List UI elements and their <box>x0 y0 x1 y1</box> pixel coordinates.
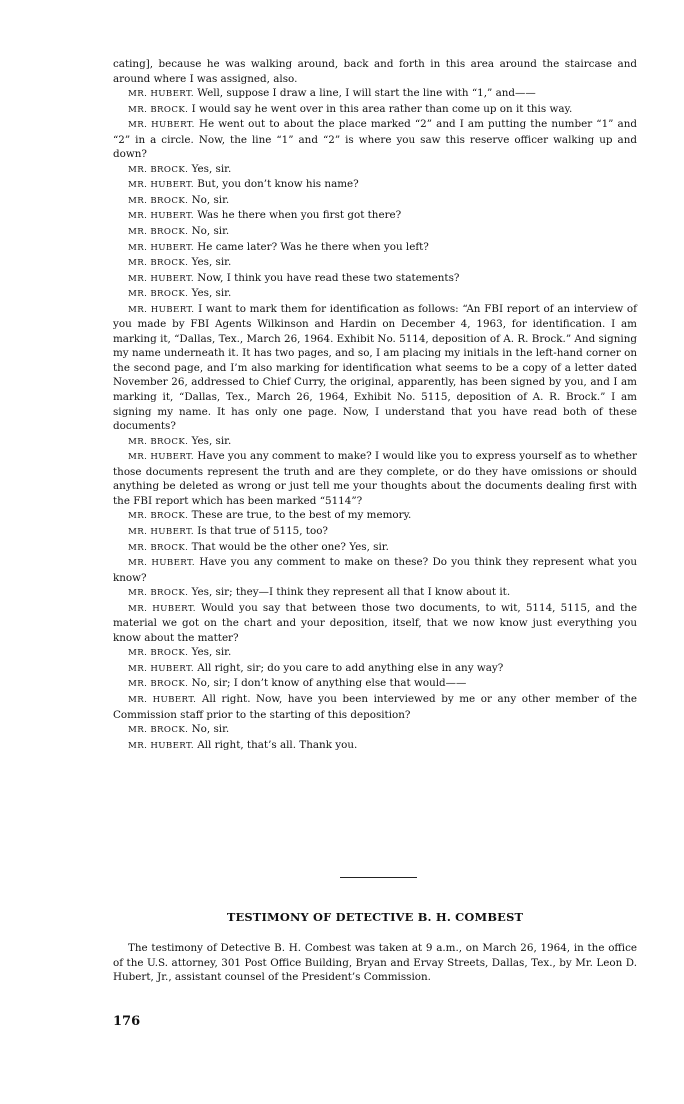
dialogue-text: These are true, to the best of my memory. <box>191 509 412 522</box>
dialogue-text: That would be the other one? Yes, sir. <box>191 540 389 553</box>
dialogue-list <box>113 86 637 753</box>
dialogue-line <box>113 286 637 302</box>
dialogue-line <box>113 208 637 224</box>
speaker-name: MR. HUBERT. <box>128 558 195 569</box>
speaker-name: MR. HUBERT. <box>128 603 196 614</box>
dialogue-line <box>113 224 637 240</box>
speaker-name: MR. HUBERT. <box>128 452 195 463</box>
speaker-name: MR. HUBERT. <box>128 120 195 131</box>
dialogue-line <box>113 585 637 601</box>
speaker-name: MR. BROCK. <box>128 227 189 238</box>
dialogue-line <box>113 177 637 193</box>
dialogue-text: No, sir. <box>191 193 230 206</box>
speaker-name: MR. BROCK. <box>128 104 189 115</box>
speaker-name: MR. HUBERT. <box>128 304 195 315</box>
speaker-name: MR. HUBERT. <box>128 526 194 537</box>
speaker-name: MR. HUBERT. <box>128 242 194 253</box>
dialogue-text: But, you don’t know his name? <box>197 178 359 191</box>
testimony-body <box>113 57 637 753</box>
dialogue-text: Now, I think you have read these two statements? <box>197 271 460 284</box>
dialogue-text: Was he there when you first got there? <box>197 209 402 222</box>
dialogue-text: I would say he went over in this area rather than come up on it this way. <box>191 102 573 115</box>
dialogue-text: Yes, sir. <box>191 287 232 300</box>
dialogue-line <box>113 508 637 524</box>
dialogue-line <box>113 722 637 738</box>
speaker-name: MR. HUBERT. <box>128 89 194 100</box>
dialogue-line <box>113 117 637 162</box>
dialogue-line <box>113 449 637 508</box>
opening-paragraph: cating], because he was walking around, back and forth in this area around the staircase and around where I was assigned, also. <box>113 58 637 85</box>
speaker-name: MR. HUBERT. <box>128 211 194 222</box>
speaker-name: MR. BROCK. <box>128 648 189 659</box>
dialogue-line <box>113 102 637 118</box>
dialogue-line <box>113 555 637 585</box>
dialogue-line <box>113 240 637 256</box>
speaker-name: MR. BROCK. <box>128 511 189 522</box>
dialogue-line <box>113 86 637 102</box>
dialogue-line <box>113 302 637 434</box>
speaker-name: MR. BROCK. <box>128 542 189 553</box>
speaker-name: MR. HUBERT. <box>128 180 194 191</box>
section-divider <box>340 877 417 878</box>
dialogue-line <box>113 162 637 178</box>
dialogue-text: Yes, sir. <box>191 646 232 659</box>
dialogue-line <box>113 271 637 287</box>
speaker-name: MR. BROCK. <box>128 195 189 206</box>
dialogue-line <box>113 193 637 209</box>
dialogue-text: All right, that’s all. Thank you. <box>197 738 358 751</box>
speaker-name: MR. HUBERT. <box>128 740 194 751</box>
dialogue-text: Is that true of 5115, too? <box>197 524 328 537</box>
dialogue-text: Have you any comment to make on these? Do you think they represent what you know? <box>113 556 637 584</box>
dialogue-text: No, sir. <box>191 225 230 238</box>
dialogue-line <box>113 255 637 271</box>
dialogue-line <box>113 692 637 722</box>
speaker-name: MR. BROCK. <box>128 679 189 690</box>
speaker-name: MR. BROCK. <box>128 258 189 269</box>
dialogue-line <box>113 434 637 450</box>
dialogue-text: No, sir. <box>191 723 230 736</box>
dialogue-text: Have you any comment to make? I would like you to express yourself as to whether those documents represent the truth and are they complete, or do they have omissions or should anything be deleted as wrong or just tell me your thoughts about the documents dealing first with the FBI report which has been marked “5114”? <box>113 450 637 507</box>
dialogue-line <box>113 661 637 677</box>
speaker-name: MR. HUBERT. <box>128 663 194 674</box>
speaker-name: MR. BROCK. <box>128 164 189 175</box>
dialogue-text: No, sir; I don’t know of anything else that would—— <box>191 677 467 690</box>
dialogue-text: Yes, sir; they—I think they represent all that I know about it. <box>191 586 511 599</box>
speaker-name: MR. BROCK. <box>128 436 189 447</box>
speaker-name: MR. HUBERT. <box>128 694 197 705</box>
dialogue-line <box>113 676 637 692</box>
speaker-name: MR. BROCK. <box>128 588 189 599</box>
dialogue-text: Well, suppose I draw a line, I will start the line with “1,” and—— <box>197 87 536 100</box>
intro-paragraph: The testimony of Detective B. H. Combest was taken at 9 a.m., on March 26, 1964, in the office of the U.S. attorney, 301 Post Office Building, Bryan and Ervay Streets, Dallas, Tex., by Mr. Leon D. Hubert, Jr., assistant counsel of the President’s Commission. <box>113 942 637 984</box>
speaker-name: MR. HUBERT. <box>128 273 194 284</box>
speaker-name: MR. BROCK. <box>128 725 189 736</box>
dialogue-text: All right, sir; do you care to add anything else in any way? <box>197 661 504 674</box>
dialogue-text: Would you say that between those two documents, to wit, 5114, 5115, and the material we got on the chart and your deposition, itself, that we now know just everything you know about the matter? <box>113 601 637 644</box>
dialogue-line <box>113 738 637 754</box>
dialogue-text: I want to mark them for identification as follows: “An FBI report of an interview of you made by FBI Agents Wilkinson and Hardin on December 4, 1963, for identification. I am marking it, “Dallas, Tex., March 26, 1964. Exhibit No. 5114, deposition of A. R. Brock.” And signing my name underneath it. It has two pages, and so, I am placing my initials in the left-hand corner on the second page, and I’m also marking for identification what seems to be a copy of a letter dated November 26, addressed to Chief Curry, the original, apparently, has been signed by you, and I am marking it, “Dallas, Tex., March 26, 1964, Exhibit No. 5115, deposition of A. R. Brock.” I am signing my name. It has only one page. Now, I understand that you have read both of these documents? <box>113 302 637 433</box>
dialogue-text: He went out to about the place marked “2” and I am putting the number “1” and “2” in a circle. Now, the line “1” and “2” is where you saw this reserve officer walking up and down? <box>113 118 638 161</box>
dialogue-line <box>113 601 637 646</box>
page-number: 176 <box>113 1014 141 1029</box>
dialogue-line <box>113 540 637 556</box>
dialogue-text: He came later? Was he there when you left? <box>197 240 429 253</box>
dialogue-text: Yes, sir. <box>191 162 232 175</box>
speaker-name: MR. BROCK. <box>128 289 189 300</box>
dialogue-line <box>113 645 637 661</box>
dialogue-text: Yes, sir. <box>191 434 232 447</box>
dialogue-line <box>113 524 637 540</box>
section-heading: TESTIMONY OF DETECTIVE B. H. COMBEST <box>226 910 524 924</box>
dialogue-text: Yes, sir. <box>191 256 232 269</box>
dialogue-text: All right. Now, have you been interviewed by me or any other member of the Commission staff prior to the starting of this deposition? <box>113 692 637 721</box>
